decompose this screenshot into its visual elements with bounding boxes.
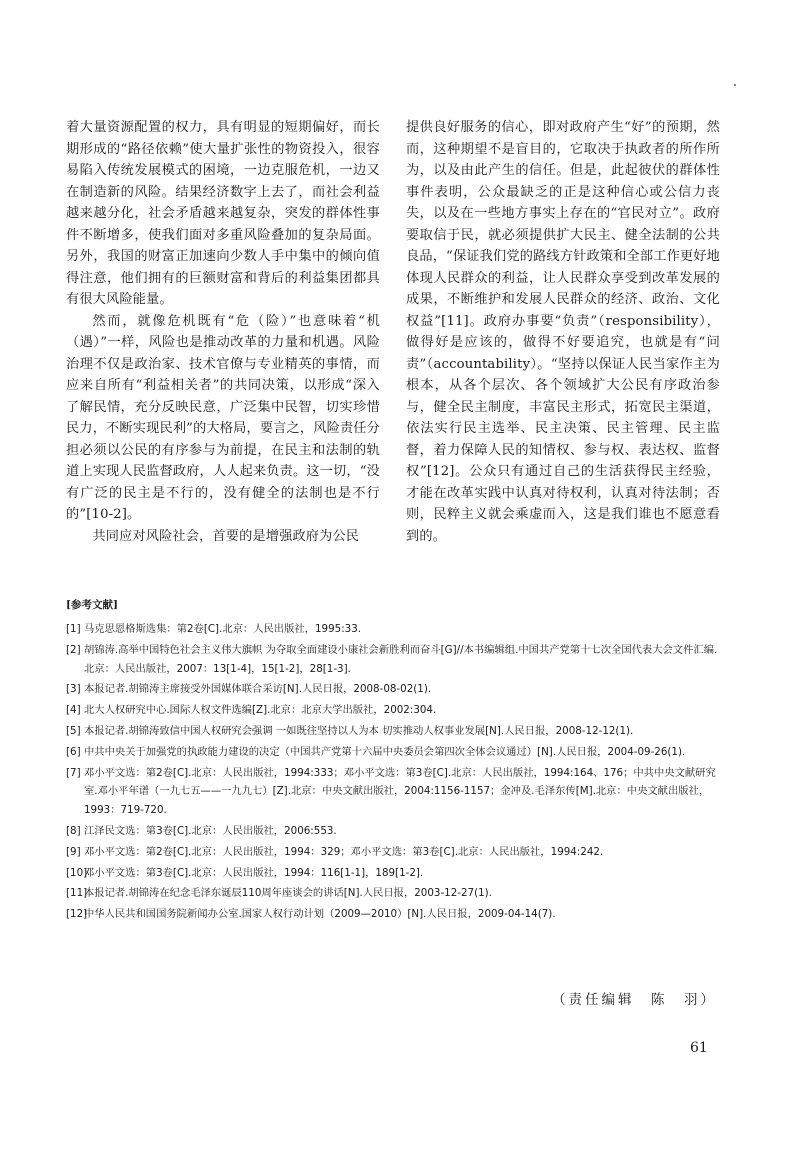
scan-mark <box>734 84 736 86</box>
reference-text: 北大人权研究中心.国际人权文件选编[Z].北京：北京大学出版社，2002:304. <box>84 704 437 717</box>
reference-number: [10] <box>66 866 88 879</box>
reference-text: 江泽民文选：第3卷[C].北京：人民出版社，2006:553. <box>84 824 337 837</box>
reference-item <box>66 701 720 720</box>
paragraph: 共同应对风险社会，首要的是增强政府为公民 <box>92 528 360 544</box>
references-title: [参考文献] <box>66 599 118 611</box>
reference-item <box>66 743 720 762</box>
reference-number: [1] <box>66 623 81 635</box>
reference-text: 邓小平文选：第3卷[C].北京：人民出版社，1994：116[1-1]，189[1-2]. <box>84 866 424 879</box>
reference-text: 邓小平文选：第2卷[C].北京：人民出版社，1994:333；邓小平文选：第3卷[C].北京：人民出版社，1994:164、176；中共中央文献研究室.邓小平年谱（一九七五——一九九七）[Z].北京：中央文献出版社，2004:1156-1157；金冲及.毛泽东传[M].北京：中央文献出版社，1993：719-720. <box>84 766 716 817</box>
paragraph: 着大量资源配置的权力，具有明显的短期偏好，而长期形成的“路径依赖”使大量扩张性的物资投入，很容易陷入传统发展模式的困境，一边克服危机，一边又在制造新的风险。结果经济数字上去了，而社会利益越来越分化，社会矛盾越来越复杂，突发的群体性事件不断增多，使我们面对多重风险叠加的复杂局面。另外，我国的财富正加速向少数人手中集中的倾向值得注意，他们拥有的巨额财富和背后的利益集团都具有很大风险能量。 <box>66 120 380 307</box>
left-column <box>66 117 380 547</box>
page-number: 61 <box>690 1040 708 1056</box>
reference-list <box>66 620 720 924</box>
right-column <box>406 117 720 547</box>
reference-item <box>66 864 720 883</box>
reference-number: [3] <box>66 683 81 696</box>
paragraph: 提供良好服务的信心，即对政府产生“好”的预期，然而，这种期望不是盲目的，它取决于执政者的所作所为，以及由此产生的信任。但是，此起彼伏的群体性事件表明，公众最缺乏的正是这种信心或公信力丧失，以及在一些地方事实上存在的“官民对立”。政府要取信于民，就必须提供扩大民主、健全法制的公共良品，“保证我们党的路线方针政策和全部工作更好地体现人民群众的利益，让人民群众享受到改革发展的成果，不断维护和发展人民群众的经济、政治、文化权益”[11]。政府办事要“负责”（responsibility），做得好是应该的，做得不好要追究，也就是有“问责”（accountability）。“坚持以保证人民当家作主为根本，从各个层次、各个领域扩大公民有序政治参与，健全民主制度，丰富民主形式，拓宽民主渠道，依法实行民主选举、民主决策、民主管理、民主监督，着力保障人民的知情权、参与权、表达权、监督权”[12]。公众只有通过自己的生活获得民主经验，才能在改革实践中认真对待权利，认真对待法制；否则，民粹主义就会乘虚而入，这是我们谁也不愿意看到的。 <box>406 120 720 544</box>
reference-number: [6] <box>66 745 81 758</box>
reference-item <box>66 905 720 924</box>
reference-number: [12] <box>66 908 88 921</box>
reference-item <box>66 822 720 841</box>
responsible-editor: （责任编辑 陈 羽） <box>552 992 717 1008</box>
reference-number: [2] <box>66 643 81 656</box>
reference-text: 本报记者.胡锦涛主席接受外国媒体联合采访[N].人民日报，2008-08-02(1). <box>84 683 432 696</box>
reference-number: [8] <box>66 824 81 837</box>
reference-item <box>66 884 720 903</box>
reference-number: [9] <box>66 845 81 858</box>
reference-text: 中共中央关于加强党的执政能力建设的决定（中国共产党第十六届中央委员会第四次全体会议通过）[N].人民日报，2004-09-26(1). <box>84 745 686 758</box>
reference-item <box>66 843 720 862</box>
reference-item <box>66 641 720 679</box>
reference-item <box>66 722 720 741</box>
reference-number: [7] <box>66 766 81 779</box>
references <box>66 598 720 926</box>
reference-number: [11] <box>66 887 88 900</box>
reference-text: 胡锦涛.高举中国特色社会主义伟大旗帜 为夺取全面建设小康社会新胜利而奋斗[G]//本书编辑组.中国共产党第十七次全国代表大会文件汇编.北京：人民出版社，2007：13[1-4]，15[1-2]，28[1-3]. <box>84 643 718 675</box>
paragraph: 然而，就像危机既有“危（险）”也意味着“机（遇）”一样，风险也是推动改革的力量和机遇。风险治理不仅是政治家、技术官僚与专业精英的事情，而应来自所有“利益相关者”的共同决策，以形成“深入了解民情，充分反映民意，广泛集中民智，切实珍惜民力，不断实现民利”的大格局，要言之，风险责任分担必须以公民的有序参与为前提，在民主和法制的轨道上实现人民监督政府，人人起来负责。这一切，“没有广泛的民主是不行的，没有健全的法制也是不行的”[10-2]。 <box>66 313 380 522</box>
reference-text: 本报记者.胡锦涛致信中国人权研究会强调 一如既往坚持以人为本 切实推动人权事业发展[N].人民日报，2008-12-12(1). <box>84 724 634 737</box>
reference-text: 邓小平文选：第2卷[C].北京：人民出版社，1994：329；邓小平文选：第3卷[C].北京：人民出版社，1994:242. <box>84 845 604 858</box>
reference-item <box>66 764 720 820</box>
reference-number: [4] <box>66 704 81 717</box>
reference-text: 本报记者.胡锦涛在纪念毛泽东诞辰110周年座谈会的讲话[N].人民日报，2003-12-27(1). <box>84 887 492 900</box>
reference-item <box>66 680 720 699</box>
reference-text: 马克思恩格斯选集：第2卷[C].北京：人民出版社，1995:33. <box>84 623 362 635</box>
body-text <box>66 117 720 547</box>
reference-number: [5] <box>66 724 81 737</box>
reference-text: 中华人民共和国国务院新闻办公室.国家人权行动计划（2009—2010）[N].人民日报，2009-04-14(7). <box>84 908 556 921</box>
reference-item <box>66 620 720 639</box>
